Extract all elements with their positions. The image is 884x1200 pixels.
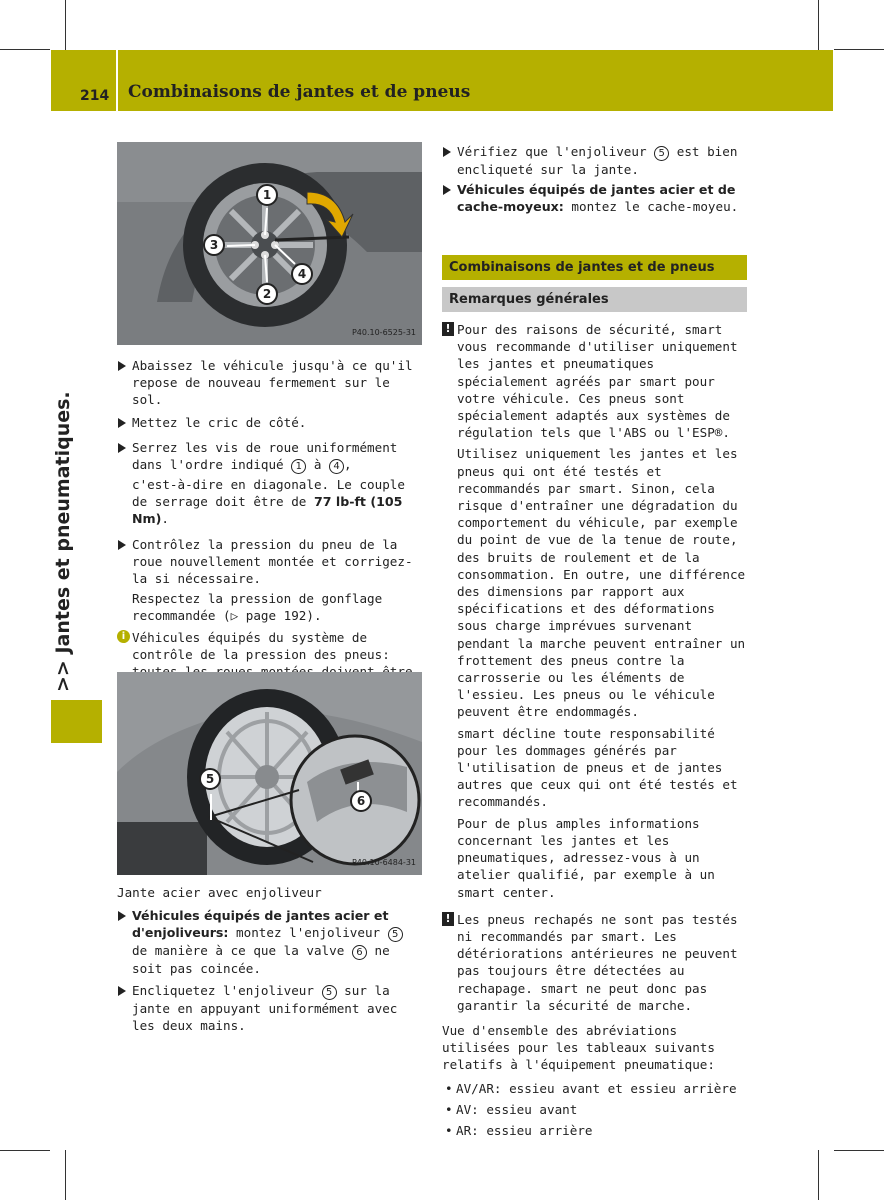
step-bold-text: Véhicules équipés de jantes acier et de cache-moyeux: [457, 182, 736, 215]
note-text: Les pneus rechapés ne sont pas testés ni recommandés par smart. Les détériorations antérieures ne peuvent pas toujours être détectées au rechapage. smart ne peut donc pas garantir la sécurité de marche. [457, 911, 738, 1013]
wheel-cover-illustration [117, 672, 422, 875]
note-text: Pour des raisons de sécurité, smart vous recommande d'utiliser uniquement les jantes et pneumatiques spécialement agréés par smart pour votre véhicule. Ces pneus sont spécialement adaptés aux systèmes de régulation tels que l'ABS ou l'ESP®. [457, 322, 738, 441]
step-text: Vérifiez que l'enjoliveur [457, 144, 647, 159]
callout-ref-5: 5 [388, 927, 403, 942]
abbreviation-item [442, 1101, 748, 1118]
bullet-text: AR: essieu arrière [456, 1122, 593, 1138]
bullet-dot: • [445, 1080, 453, 1096]
note-text: Véhicules équipés du système de contrôle de la pression des pneus: [132, 629, 390, 662]
info-icon: i [117, 630, 130, 643]
step-check-pressure [117, 536, 424, 588]
crop-mark [818, 0, 819, 50]
step-bold-text: Véhicules équipés de jantes acier et d'enjoliveurs: [132, 908, 389, 941]
left-column-top [117, 357, 424, 702]
step-text: sur la jante en appuyant uniformément avec les deux mains. [132, 982, 398, 1033]
right-column-body [442, 321, 748, 1143]
page-title: Combinaisons de jantes et de pneus [128, 82, 471, 102]
wheel-illustration [117, 142, 422, 345]
step-text: de manière à ce que la valve [132, 943, 345, 959]
step-text: Mettez le cric de côté. [132, 414, 307, 430]
subsection-heading: Remarques générales [442, 287, 747, 312]
callout-ref-1: 1 [291, 459, 306, 474]
abbreviation-item [442, 1080, 748, 1097]
step-mount-cover [117, 907, 424, 977]
step-text: Abaissez le véhicule jusqu'à ce qu'il repose de nouveau fermement sur le sol. [132, 358, 413, 408]
crop-mark [65, 0, 66, 50]
bullet-dot: • [445, 1101, 453, 1117]
step-check-pressure-detail: Respectez la pression de gonflage recommandée (▷ page 192). [132, 591, 383, 624]
step-tighten-bolts [117, 439, 424, 474]
step-lower-vehicle [117, 357, 424, 409]
bullet-text: AV/AR: essieu avant et essieu arrière [456, 1080, 737, 1096]
crop-mark [818, 1150, 819, 1200]
photo-code: P40.10-6525-31 [351, 327, 416, 337]
callout-4: 4 [291, 263, 313, 285]
step-text: Serrez les vis de roue uniformément dans l'ordre indiqué [132, 439, 398, 473]
step-text: Encliquetez l'enjoliveur [132, 982, 314, 998]
step-remove-jack [117, 414, 424, 431]
bullet-dot: • [445, 1122, 453, 1138]
callout-ref-4: 4 [329, 459, 344, 474]
step-tighten-bolts-detail [117, 476, 424, 528]
step-text: , [344, 457, 352, 473]
step-text: ne soit pas coincée. [132, 943, 390, 977]
warning-paragraph: smart décline toute responsabilité pour les dommages générés par l'utilisation de pneus et de jantes autres que ceux qui ont été testés et recommandés. [457, 725, 738, 810]
step-text: c'est-à-dire en diagonale. Le couple de serrage doit être de [132, 477, 405, 510]
callout-6: 6 [350, 790, 372, 812]
step-clip-cover [117, 982, 424, 1034]
bullet-text: AV: essieu avant [456, 1101, 578, 1117]
step-verify-cover [442, 143, 747, 178]
step-hub-cap [442, 181, 747, 215]
crop-mark [834, 1150, 884, 1151]
right-column-top [442, 143, 747, 221]
left-column-bottom [117, 884, 424, 1039]
page-number: 214 [80, 88, 110, 104]
callout-ref-5: 5 [322, 985, 337, 1000]
callout-1: 1 [256, 184, 278, 206]
photo-caption: Jante acier avec enjoliveur [117, 885, 322, 900]
warning-paragraph: Utilisez uniquement les jantes et les pneus qui ont été testés et recommandés par smart. Sinon, cela risque d'entraîner une dégradation du comportement du véhicule, par exemple du point de vue de la tenue de route, des bruits de roulement et de la consommation. En outre, une différence des dimensions par rapport aux spécifications et des déformations sous charge imprévues survenant pendant la marche peuvent entraîner un frottement des pneus contre la carrosserie ou les éléments de l'essieu. Les pneus ou le véhicule peuvent être endommagés. [457, 446, 746, 720]
crop-mark [0, 1150, 50, 1151]
step-text: montez l'enjoliveur [236, 925, 381, 941]
step-text: Contrôlez la pression du pneu de la roue nouvellement montée et corrigez-la si nécessaire. [132, 536, 413, 587]
side-tab-label: >> Jantes et pneumatiques. [52, 391, 74, 692]
step-text: à [313, 457, 322, 473]
photo-code: P40.10-6484-31 [351, 857, 416, 867]
header-separator [116, 50, 118, 111]
wheel-bolts-photo [117, 142, 422, 345]
step-text: . [161, 511, 170, 527]
callout-ref-6: 6 [352, 945, 367, 960]
crop-mark [834, 49, 884, 50]
wheel-cover-photo [117, 672, 422, 875]
torque-value: 77 lb-ft (105 Nm) [132, 494, 403, 527]
callout-5: 5 [199, 768, 221, 790]
callout-3: 3 [203, 234, 225, 256]
abbreviations-intro: Vue d'ensemble des abréviations utilisées pour les tableaux suivants relatifs à l'équipement pneumatique: [442, 1022, 715, 1073]
side-tab-marker [51, 700, 102, 743]
callout-2: 2 [256, 283, 278, 305]
crop-mark [65, 1150, 66, 1200]
step-text: montez le cache-moyeu. [571, 199, 739, 215]
warning-paragraph: Pour de plus amples informations concernant les jantes et les pneumatiques, adressez-vous à un atelier qualifié, par exemple à un smart center. [457, 815, 715, 900]
warning-icon: ! [442, 322, 454, 336]
warning-note-retreaded [442, 911, 748, 1014]
step-text: est bien encliqueté sur la jante. [457, 144, 738, 177]
callout-ref-5: 5 [654, 146, 669, 161]
warning-icon: ! [442, 912, 454, 926]
warning-note-rims [442, 321, 748, 441]
crop-mark [0, 49, 50, 50]
abbreviation-item [442, 1122, 748, 1139]
section-heading: Combinaisons de jantes et de pneus [442, 255, 747, 280]
